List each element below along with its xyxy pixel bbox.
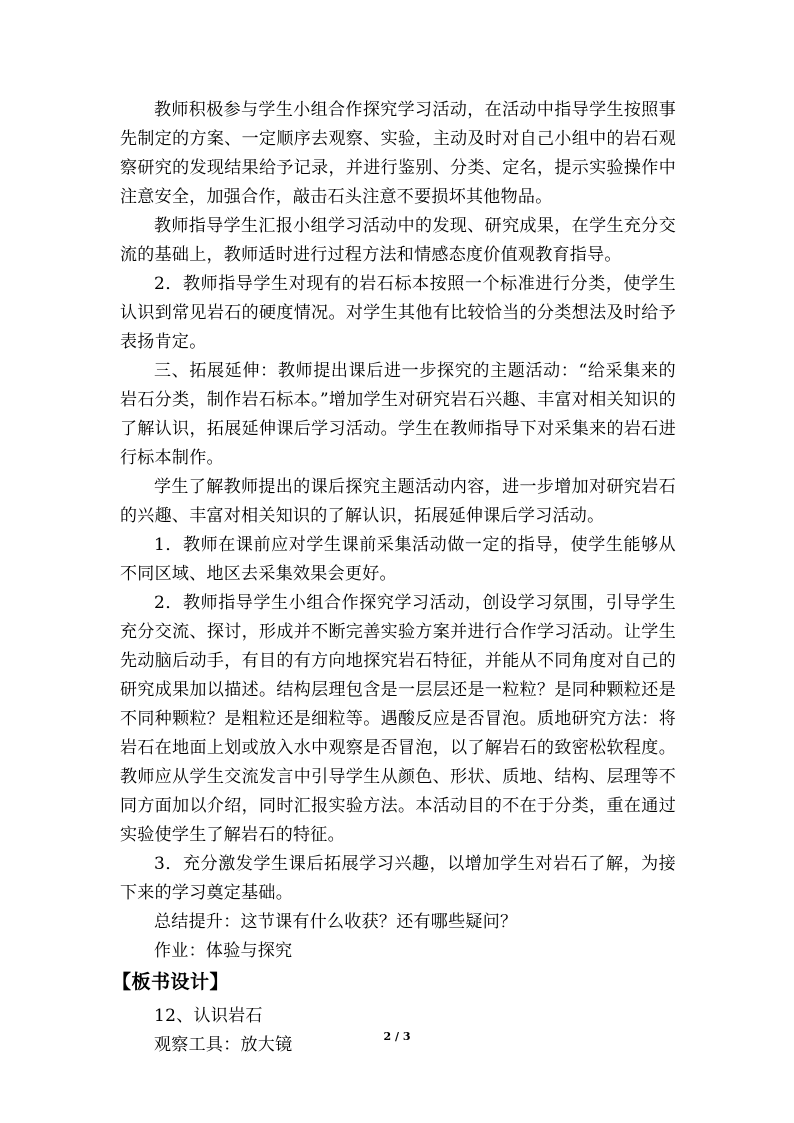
paragraph-note-3: 3．充分激发学生课后拓展学习兴趣，以增加学生对岩石了解，为接下来的学习奠定基础。: [120, 854, 676, 903]
paragraph-summary: 总结提升：这节课有什么收获？还有哪些疑问？: [154, 912, 518, 932]
paragraph-classification: 2．教师指导学生对现有的岩石标本按照一个标准进行分类，使学生认识到常见岩石的硬度情况。对学生其他有比较恰当的分类想法及时给予表扬肯定。: [120, 274, 676, 352]
document-body: [112, 96, 676, 1060]
paragraph-note-2: 2．教师指导学生小组合作探究学习活动，创设学习氛围，引导学生充分交流、探讨，形成并不断完善实验方案并进行合作学习活动。让学生先动脑后动手，有目的有方向地探究岩石特征，并能从不同角度对自己的研究成果加以描述。结构层理包含是一层层还是一粒粒？是同种颗粒还是不同种颗粒？是粗粒还是细粒等。遇酸反应是否冒泡。质地研究方法：将岩石在地面上划或放入水中观察是否冒泡，以了解岩石的致密松软程度。教师应从学生交流发言中引导学生从颜色、形状、质地、结构、层理等不同方面加以介绍，同时汇报实验方法。本活动目的不在于分类，重在通过实验使学生了解岩石的特征。: [120, 593, 676, 845]
board-line-tools: 观察工具：放大镜: [154, 1035, 293, 1055]
paragraph-teacher-guidance-report: 教师指导学生汇报小组学习活动中的发现、研究成果，在学生充分交流的基础上，教师适时进行过程方法和情感态度价值观教育指导。: [120, 216, 676, 265]
paragraph-teacher-participation: 教师积极参与学生小组合作探究学习活动，在活动中指导学生按照事先制定的方案、一定顺序去观察、实验，主动及时对自己小组中的岩石观察研究的发现结果给予记录，并进行鉴别、分类、定名，提示实验操作中注意安全，加强合作，敲击石头注意不要损坏其他物品。: [120, 100, 676, 207]
paragraph-homework: 作业：体验与探究: [154, 941, 293, 961]
section-heading-board-design: 【板书设计】: [112, 971, 230, 993]
page-number: 2 / 3: [383, 1030, 411, 1043]
paragraph-extension: 三、拓展延伸：教师提出课后进一步探究的主题活动：“给采集来的岩石分类，制作岩石标本。”增加学生对研究岩石兴趣、丰富对相关知识的了解认识，拓展延伸课后学习活动。学生在教师指导下对采集来的岩石进行标本制作。: [120, 361, 676, 468]
paragraph-note-1: 1．教师在课前应对学生课前采集活动做一定的指导，使学生能够从不同区域、地区去采集效果会更好。: [120, 535, 676, 584]
paragraph-student-understanding: 学生了解教师提出的课后探究主题活动内容，进一步增加对研究岩石的兴趣、丰富对相关知识的了解认识，拓展延伸课后学习活动。: [120, 477, 676, 526]
board-line-title: 12、认识岩石: [154, 1006, 263, 1026]
